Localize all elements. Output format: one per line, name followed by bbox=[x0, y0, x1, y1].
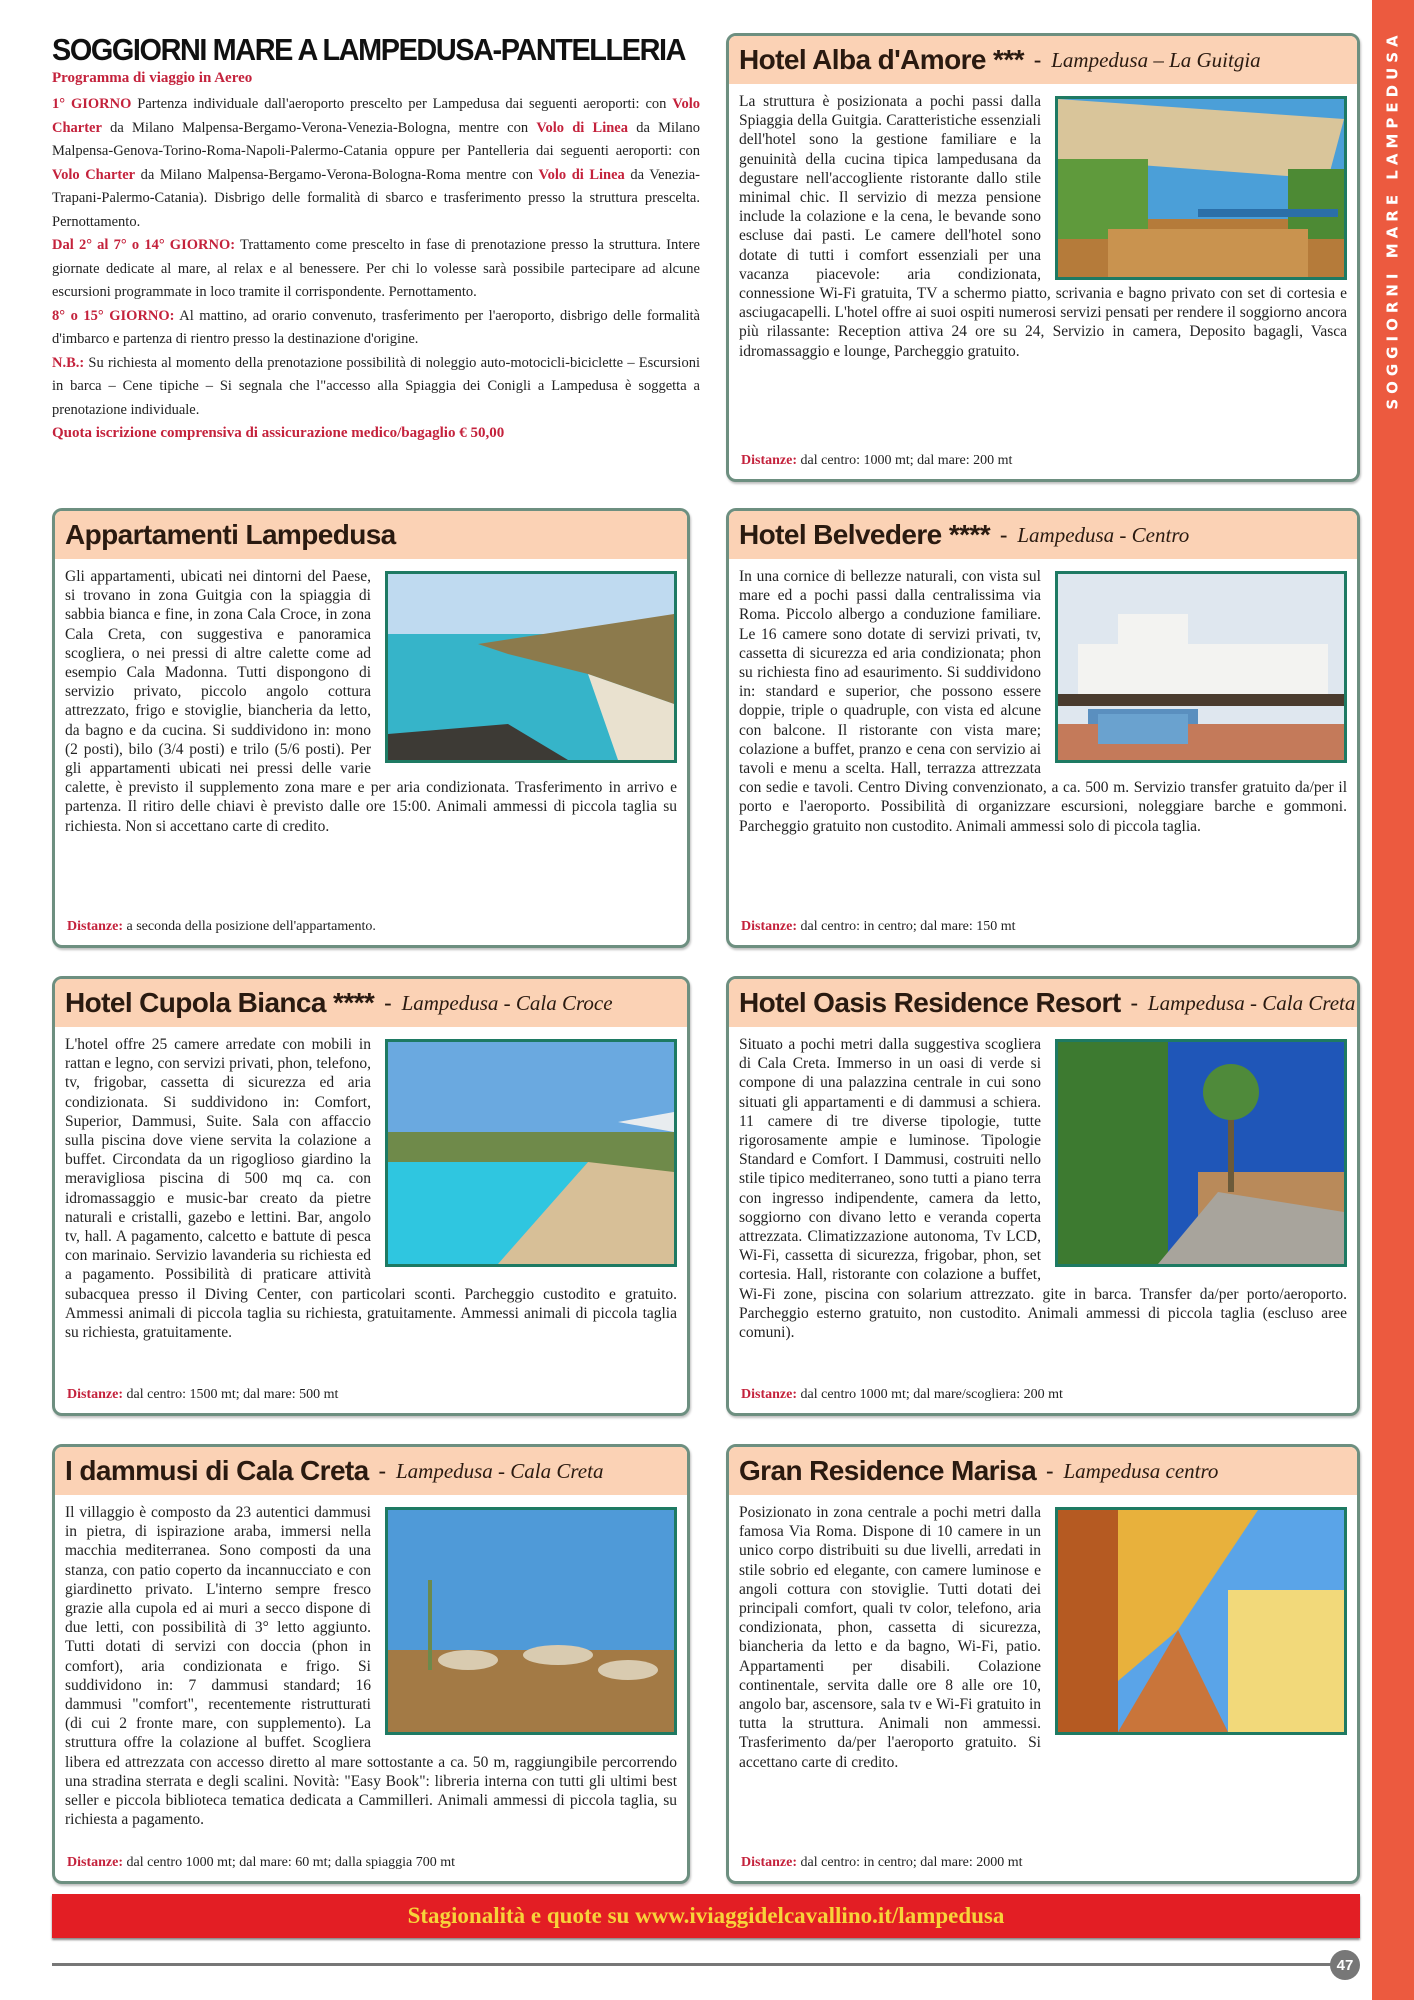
hotel-card-dammusi: I dammusi di Cala Creta - Lampedusa - Cala Creta Il villaggio è composto da 23 autentici dammusi in pietra, di ispirazione araba, immersi nella macchia mediterranea. Sono composti da una stanza, con patio coperto da incannucciato e con giardinetto privato. L'interno sempre fresco grazie alla cupola ed ai muri a secco dispone di due letti, con possibilità di 3° letto aggiunto. Tutti dotati di servizi con doccia (phon in comfort), aria condizionata e frigo. Si suddividono in: 7 dammusi standard; 16 dammusi "comfort", recentemente ristrutturati (di cui 2 fronte mare, con supplemento). La struttura offre la colazione al buffet. Scogliera libera ed attrezzata con accesso diretto al mare sottostante a ca. 50 m, raggiungibile percorrendo una stradina sterrata e degli scalini. Novità: "Easy Book": libreria interna con tutti gli ultimi best seller e piccola biblioteca tematica dedicata a Cammilleri. Animali ammessi di piccola taglia, su richiesta a pagamento. Distanze: dal centro 1000 mt; dal mare: 60 mt; dalla spiaggia 700 mt bbox=[52, 1444, 690, 1884]
program-subtitle: Programma di viaggio in Aereo bbox=[52, 70, 253, 86]
hotel-name: Hotel Belvedere **** bbox=[739, 519, 991, 550]
hotel-distances: Distanze: a seconda della posizione dell'appartamento. bbox=[67, 919, 376, 934]
hotel-description: Il villaggio è composto da 23 autentici dammusi in pietra, di ispirazione araba, immersi nella macchia mediterranea. Sono composti da una stanza, con patio coperto da incannucciato e con giardinetto privato. L'interno sempre fresco grazie alla cupola ed ai muri a secco dispone di due letti, con possibilità di 3° letto aggiunto. Tutti dotati di servizi con doccia (phon in comfort), aria condizionata e frigo. Si suddividono in: 7 dammusi standard; 16 dammusi "comfort", recentemente ristrutturati (di cui 2 fronte mare, con supplemento). La struttura offre la colazione al buffet. Scogliera libera ed attrezzata con accesso diretto al mare sottostante a ca. 50 m, raggiungibile percorrendo una stradina sterrata e degli scalini. Novità: "Easy Book": libreria interna con tutti gli ultimi best seller e piccola biblioteca tematica dedicata a Cammilleri. Animali ammessi di piccola taglia, su richiesta a pagamento. bbox=[65, 1504, 677, 1829]
hotel-distances: Distanze: dal centro: 1000 mt; dal mare: 200 mt bbox=[741, 453, 1013, 468]
hotel-name: Appartamenti Lampedusa bbox=[65, 519, 396, 550]
hotel-distances: Distanze: dal centro 1000 mt; dal mare: 60 mt; dalla spiaggia 700 mt bbox=[67, 1855, 456, 1870]
website-banner[interactable]: Stagionalità e quote su www.iviaggidelcavallino.it/lampedusa bbox=[52, 1894, 1360, 1938]
hotel-name: Hotel Oasis Residence Resort bbox=[739, 987, 1121, 1018]
page-title: SOGGIORNI MARE A LAMPEDUSA-PANTELLERIA bbox=[52, 32, 686, 67]
hotel-photo-garden bbox=[1055, 1039, 1347, 1267]
hotel-name: Hotel Cupola Bianca **** bbox=[65, 987, 375, 1018]
hotel-name: Hotel Alba d'Amore *** bbox=[739, 44, 1024, 75]
page-number: 47 bbox=[1330, 1950, 1360, 1980]
hotel-name: Gran Residence Marisa bbox=[739, 1455, 1037, 1486]
hotel-location: Lampedusa - Cala Creta bbox=[1147, 990, 1356, 1015]
hotel-photo-beach bbox=[385, 571, 677, 763]
quota-iscrizione: Quota iscrizione comprensiva di assicurazione medico/bagaglio € 50,00 bbox=[52, 425, 505, 441]
hotel-name: I dammusi di Cala Creta bbox=[65, 1455, 369, 1486]
hotel-location: Lampedusa - Centro bbox=[1017, 522, 1190, 547]
hotel-photo-balcony bbox=[1055, 1507, 1347, 1735]
hotel-description: La struttura è posizionata a pochi passi dalla Spiaggia della Guitgia. Caratteristiche essenziali dell'hotel sono la gestione familiare e la genuinità della cucina tipica lampedusana da degustare nell'accogliente ristorante dallo stile minimal chic. Il servizio di mezza pensione include la colazione e la cena, le bevande sono escluse dai pasti. Le camere dell'hotel sono dotate di tutti i comfort essenziali per una vacanza piacevole: aria condizionata, connessione Wi-Fi gratuita, TV a schermo piatto, scrivania e bagno privato con set di cortesia e asciugacapelli. L'hotel offre ai suoi ospiti numerosi servizi pensati per rendere il soggiorno ancora più rilassante: Reception attiva 24 ore su 24, Servizio in camera, Deposito bagagli, Vasca idromassaggio e lounge, Parcheggio gratuito. bbox=[739, 93, 1347, 360]
hotel-location: Lampedusa centro bbox=[1063, 1458, 1219, 1483]
hotel-description: In una cornice di bellezze naturali, con vista sul mare ed a pochi passi dalla centralissima via Roma. Piccolo albergo a conduzione familiare. Le 16 camere sono dotate di servizi privati, tv, cassetta di sicurezza ed aria condizionata; phon su richiesta fino ad esaurimento. Si suddividono in: standard e superior, che possono essere doppie, triple o quadruple, con vista ed alcune con balcone. Il ristorante con vista mare; colazione a buffet, pranzo e cena con servizio ai tavoli e menu a scelta. Hall, terrazza attrezzata con sedie e tavoli. Centro Diving convenzionato, a ca. 500 m. Servizio transfer gratuito da/per il porto e l'aeroporto. Possibilità di organizzare escursioni, noleggiare barche e gommoni. Parcheggio gratuito non custodito. Animali ammessi solo di piccola taglia. bbox=[739, 568, 1347, 835]
hotel-location: Lampedusa – La Guitgia bbox=[1051, 47, 1261, 72]
program-day8: 8° o 15° GIORNO: Al mattino, ad orario convenuto, trasferimento per l'aeroporto, disbrigo delle formalità d'imbarco e partenza di rientro presso la destinazione d'origine. bbox=[52, 307, 700, 347]
hotel-card-alba-damore: Hotel Alba d'Amore *** - Lampedusa – La Guitgia La struttura è posizionata a pochi passi dalla Spiaggia della Guitgia. Caratteristiche essenziali dell'hotel sono la gestione familiare e la genuinità della cucina tipica lampedusana da degustare nell'accogliente ristorante dallo stile minimal chic. Il servizio di mezza pensione include la colazione e la cena, le bevande sono escluse dai pasti. Le camere dell'hotel sono dotate di tutti i comfort essenziali per una vacanza piacevole: aria condizionata, connessione Wi-Fi gratuita, TV a schermo piatto, scrivania e bagno privato con set di cortesia e asciugacapelli. L'hotel offre ai suoi ospiti numerosi servizi pensati per rendere il soggiorno ancora più rilassante: Reception attiva 24 ore su 24, Servizio in camera, Deposito bagagli, Vasca idromassaggio e lounge, Parcheggio gratuito. Distanze: dal centro: 1000 mt; dal mare: 200 mt bbox=[726, 33, 1360, 482]
program-day1: 1° GIORNO Partenza individuale dall'aeroporto prescelto per Lampedusa dai seguenti aeroporti: con Volo Charter da Milano Malpensa-Bergamo-Verona-Venezia-Bologna, mentre con Volo di Linea da Milano Malpensa-Genova-Torino-Roma-Napoli-Palermo-Catania oppure per Pantelleria dai seguenti aeroporti: con Volo Charter da Milano Malpensa-Bergamo-Verona-Bologna-Roma mentre con Volo di Linea da Venezia-Trapani-Palermo-Catania). Disbrigo delle formalità di sbarco e trasferimento presso la struttura prescelta. Pernottamento. bbox=[52, 96, 700, 230]
hotel-card-appartamenti bbox=[52, 508, 690, 948]
hotel-photo-building bbox=[1055, 571, 1347, 763]
hotel-description: Gli appartamenti, ubicati nei dintorni del Paese, si trovano in zona Guitgia con la spiaggia di sabbia bianca e fine, in zona Cala Croce, in zona Cala Creta, con suggestiva e panoramica scogliera, o nei pressi di altre calette come ad esempio Cala Madonna. Tutti dispongono di servizio privato, piccolo angolo cottura attrezzato, frigo e stoviglie, biancheria da letto, da bagno e da cucina. Si suddividono in: mono (2 posti), bilo (3/4 posti) e trilo (5/6 posti). Per gli appartamenti ubicati nei pressi delle varie calette, è previsto il supplemento zona mare e per aria condizionata. Trasferimento in arrivo e partenza. Il ritiro delle chiavi è previsto dalle ore 15:00. Animali ammessi di piccola taglia su richiesta. Non si accettano carte di credito. bbox=[65, 568, 677, 835]
program-nb: N.B.: Su richiesta al momento della prenotazione possibilità di noleggio auto-motocicli-biciclette – Escursioni in barca – Cene tipiche – Si segnala che l"accesso alla Spiaggia dei Conigli a Lampedusa è soggetta a prenotazione individuale. bbox=[52, 354, 700, 418]
hotel-photo-terrace bbox=[1055, 96, 1347, 280]
hotel-description: L'hotel offre 25 camere arredate con mobili in rattan e legno, con servizi privati, phon, telefono, tv, frigobar, cassetta di sicurezza ed aria condizionata. Si suddividono in: Comfort, Superior, Dammusi, Suite. Sala con affaccio sulla piscina dove viene servita la colazione a buffet. Circondata da un rigoglioso giardino la meravigliosa piscina di 500 mq ca. con idromassaggio e music-bar creato da pietre naturali e cristalli, gazebo e lettini. Bar, angolo tv, hall. A pagamento, calcetto e battute di pesca con marinaio. Servizio lavanderia su richiesta ed a pagamento. Possibilità di praticare attività subacquea presso il Diving Center, con particolari sconti. Parcheggio custodito e gratuito. Ammessi animali di piccola taglia su richiesta, gratuitamente. Ammessi animali di piccola taglia su richiesta, gratuitamente. bbox=[65, 1036, 677, 1342]
hotel-card-cupola-bianca: Hotel Cupola Bianca **** - Lampedusa - Cala Croce L'hotel offre 25 camere arredate con mobili in rattan e legno, con servizi privati, phon, telefono, tv, frigobar, cassetta di sicurezza ed aria condizionata. Si suddividono in: Comfort, Superior, Dammusi, Suite. Sala con affaccio sulla piscina dove viene servita la colazione a buffet. Circondata da un rigoglioso giardino la meravigliosa piscina di 500 mq ca. con idromassaggio e music-bar creato da pietre naturali e cristalli, gazebo e lettini. Bar, angolo tv, hall. A pagamento, calcetto e battute di pesca con marinaio. Servizio lavanderia su richiesta ed a pagamento. Possibilità di praticare attività subacquea presso il Diving Center, con particolari sconti. Parcheggio custodito e gratuito. Ammessi animali di piccola taglia su richiesta, gratuitamente. Ammessi animali di piccola taglia su richiesta, gratuitamente. Distanze: dal centro: 1500 mt; dal mare: 500 mt bbox=[52, 976, 690, 1416]
hotel-description: Situato a pochi metri dalla suggestiva scogliera di Cala Creta. Immerso in un oasi di verde si compone di una palazzina centrale in cui sono situati gli appartamenti e di dammusi a schiera. 11 camere di tre diverse tipologie, tutte rigorosamente ampie e luminose. Tipologie Standard e Comfort. I Dammusi, costruiti nello stile tipico mediterraneo, sono tutti a piano terra con ingresso indipendente, camera da letto, soggiorno con divano letto e veranda coperta attrezzata. Climatizzazione autonoma, Tv LCD, Wi-Fi, cassetta di sicurezza, frigobar, phon, set cortesia. Hall, ristorante con colazione a buffet, Wi-Fi zone, piscina con solarium attrezzato. gite in barca. Transfer da/per porto/aeroporto. Parcheggio esterno gratuito, non custodito. Animali ammessi di piccola taglia (escluso aree comuni). bbox=[739, 1036, 1347, 1342]
side-label: SOGGIORNI MARE LAMPEDUSA bbox=[1384, 30, 1403, 410]
hotel-location: Lampedusa - Cala Creta bbox=[395, 1458, 604, 1483]
hotel-distances: Distanze: dal centro: in centro; dal mare: 150 mt bbox=[741, 919, 1016, 934]
hotel-card-marisa: Gran Residence Marisa - Lampedusa centro Posizionato in zona centrale a pochi metri dalla famosa Via Roma. Dispone di 10 camere in un unico corpo distribuiti su due livelli, arredati in stile sobrio ed elegante, con camere luminose e angoli cottura con stoviglie. Tutti dotati dei principali comfort, quali tv color, telefono, aria condizionata, phon, cassetta di sicurezza, biancheria da letto e da bagno, Wi-Fi, patio. Appartamenti per disabili. Colazione continentale, servita dalle ore 8 alle ore 10, angolo bar, ascensore, sala tv e Wi-Fi gratuito in tutta la struttura. Animali non ammessi. Trasferimento da/per l'aeroporto gratuito. Si accettano carte di credito. Distanze: dal centro: in centro; dal mare: 2000 mt bbox=[726, 1444, 1360, 1884]
footer-divider bbox=[52, 1963, 1332, 1966]
hotel-location: Lampedusa - Cala Croce bbox=[401, 990, 613, 1015]
program-day2: Dal 2° al 7° o 14° GIORNO: Trattamento come prescelto in fase di prenotazione presso la struttura. Intere giornate dedicate al mare, al relax e al benessere. Per chi lo volesse sarà possibile partecipare ad alcune escursioni programmate in loco tramite il corrispondente. Pernottamento. bbox=[52, 237, 700, 300]
hotel-distances: Distanze: dal centro 1000 mt; dal mare/scogliera: 200 mt bbox=[741, 1387, 1063, 1402]
hotel-distances: Distanze: dal centro: in centro; dal mare: 2000 mt bbox=[741, 1855, 1023, 1870]
hotel-photo-pool bbox=[385, 1039, 677, 1267]
hotel-distances: Distanze: dal centro: 1500 mt; dal mare: 500 mt bbox=[67, 1387, 339, 1402]
intro-program bbox=[52, 32, 700, 444]
hotel-photo-village bbox=[385, 1507, 677, 1735]
hotel-card-belvedere: Hotel Belvedere **** - Lampedusa - Centro In una cornice di bellezze naturali, con vista sul mare ed a pochi passi dalla centralissima via Roma. Piccolo albergo a conduzione familiare. Le 16 camere sono dotate di servizi privati, tv, cassetta di sicurezza ed aria condizionata; phon su richiesta fino ad esaurimento. Si suddividono in: standard e superior, che possono essere doppie, triple o quadruple, con vista ed alcune con balcone. Il ristorante con vista mare; colazione a buffet, pranzo e cena con servizio ai tavoli e menu a scelta. Hall, terrazza attrezzata con sedie e tavoli. Centro Diving convenzionato, a ca. 500 m. Servizio transfer gratuito da/per il porto e l'aeroporto. Possibilità di organizzare escursioni, noleggiare barche e gommoni. Parcheggio gratuito non custodito. Animali ammessi solo di piccola taglia. Distanze: dal centro: in centro; dal mare: 150 mt bbox=[726, 508, 1360, 948]
hotel-card-oasis: Hotel Oasis Residence Resort - Lampedusa - Cala Creta Situato a pochi metri dalla suggestiva scogliera di Cala Creta. Immerso in un oasi di verde si compone di una palazzina centrale in cui sono situati gli appartamenti e di dammusi a schiera. 11 camere di tre diverse tipologie, tutte rigorosamente ampie e luminose. Tipologie Standard e Comfort. I Dammusi, costruiti nello stile tipico mediterraneo, sono tutti a piano terra con ingresso indipendente, camera da letto, soggiorno con divano letto e veranda coperta attrezzata. Climatizzazione autonoma, Tv LCD, Wi-Fi, cassetta di sicurezza, frigobar, phon, set cortesia. Hall, ristorante con colazione a buffet, Wi-Fi zone, piscina con solarium attrezzato. gite in barca. Transfer da/per porto/aeroporto. Parcheggio esterno gratuito, non custodito. Animali ammessi di piccola taglia (escluso aree comuni). Distanze: dal centro 1000 mt; dal mare/scogliera: 200 mt bbox=[726, 976, 1360, 1416]
hotel-description: Posizionato in zona centrale a pochi metri dalla famosa Via Roma. Dispone di 10 camere in un unico corpo distribuiti su due livelli, arredati in stile sobrio ed elegante, con camere luminose e angoli cottura con stoviglie. Tutti dotati dei principali comfort, quali tv color, telefono, aria condizionata, phon, cassetta di sicurezza, biancheria da letto e da bagno, Wi-Fi, patio. Appartamenti per disabili. Colazione continentale, servita dalle ore 8 alle ore 10, angolo bar, ascensore, sala tv e Wi-Fi gratuito in tutta la struttura. Animali non ammessi. Trasferimento da/per l'aeroporto gratuito. Si accettano carte di credito. bbox=[739, 1504, 1041, 1771]
